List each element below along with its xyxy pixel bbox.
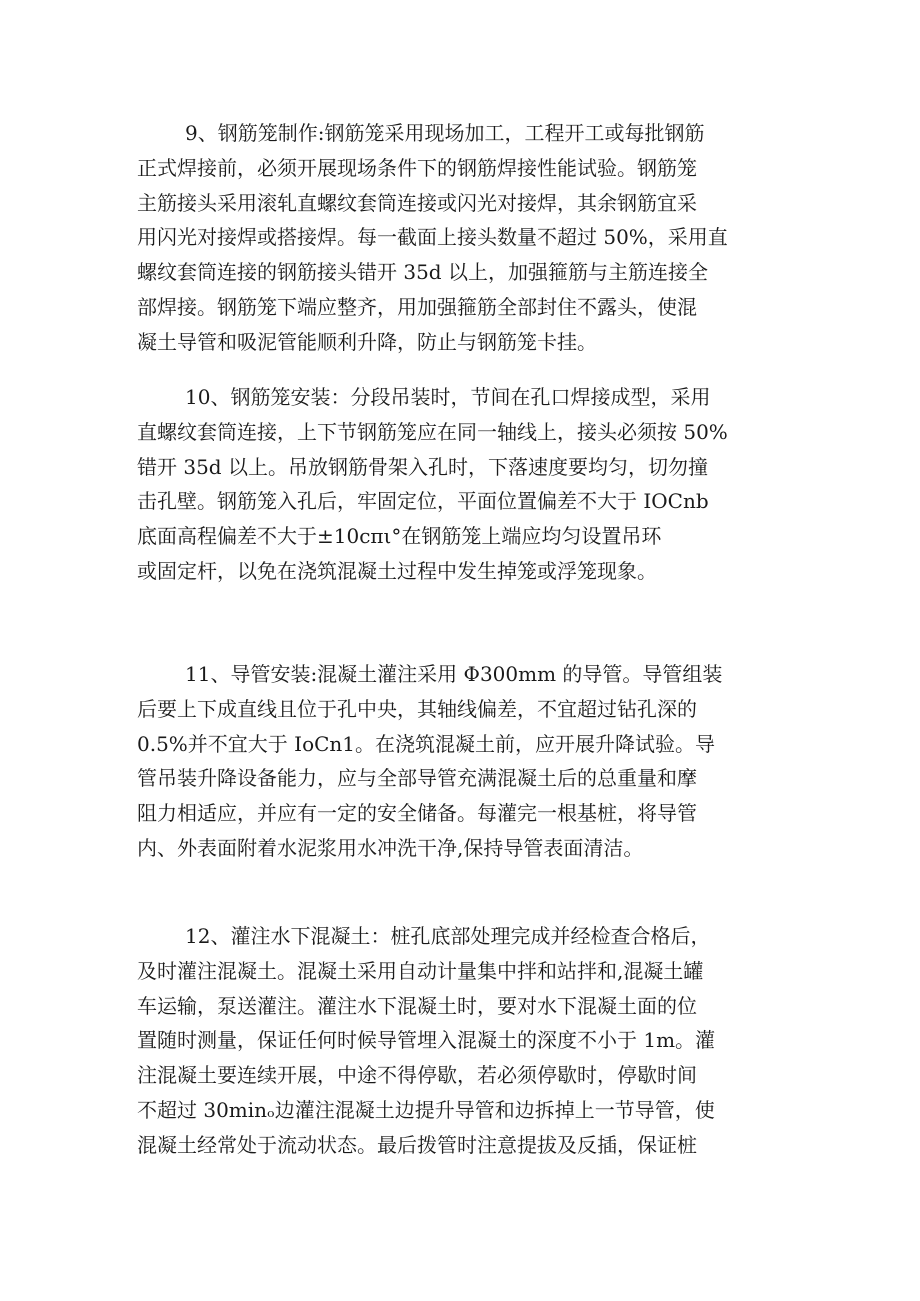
text-line: 或固定杆，以免在浇筑混凝土过程中发生掉笼或浮笼现象。 bbox=[137, 558, 657, 583]
paragraph-conduit-installation bbox=[137, 657, 797, 866]
text-line: 击孔壁。钢筋笼入孔后，牢固定位，平面位置偏差不大于 IOCnb bbox=[137, 489, 709, 514]
text-line: 混凝土经常处于流动状态。最后拨管时注意提拔及反插，保证桩 bbox=[137, 1132, 697, 1157]
text-line: 螺纹套筒连接的钢筋接头错开 35d 以上，加强箍筋与主筋连接全 bbox=[137, 260, 708, 285]
text-line: 12、灌注水下混凝土：桩孔底部处理完成并经检查合格后， bbox=[185, 924, 711, 948]
text-line: 底面高程偏差不大于±10cπι°在钢筋笼上端应均匀设置吊环 bbox=[137, 524, 662, 549]
text-line: 阻力相适应，并应有一定的安全储备。每灌完一根基桩，将导管 bbox=[137, 801, 697, 826]
text-line: 注混凝土要连续开展，中途不得停歇，若必须停歇时，停歇时间 bbox=[137, 1063, 697, 1088]
text-line: 不超过 30minₒ边灌注混凝土边提升导管和边拆掉上一节导管，使 bbox=[137, 1097, 715, 1122]
text-line: 10、钢筋笼安装：分段吊装时，节间在孔口焊接成型，采用 bbox=[185, 385, 711, 409]
text-line: 部焊接。钢筋笼下端应整齐，用加强箍筋全部封住不露头，使混 bbox=[137, 294, 697, 319]
paragraph-underwater-concrete-pouring bbox=[137, 919, 797, 1163]
text-line: 11、导管安装:混凝土灌注采用 Φ300mm 的导管。导管组装 bbox=[185, 662, 723, 686]
text-line: 后要上下成直线且位于孔中央，其轴线偏差，不宜超过钻孔深的 bbox=[137, 696, 697, 721]
text-line: 管吊装升降设备能力，应与全部导管充满混凝土后的总重量和摩 bbox=[137, 766, 697, 791]
text-line: 内、外表面附着水泥浆用水冲洗干净,保持导管表面清洁。 bbox=[137, 835, 644, 860]
text-line: 用闪光对接焊或搭接焊。每一截面上接头数量不超过 50%，采用直 bbox=[137, 225, 728, 250]
text-line: 直螺纹套筒连接，上下节钢筋笼应在同一轴线上，接头必须按 50% bbox=[137, 419, 728, 444]
text-line: 及时灌注混凝土。混凝土采用自动计量集中拌和站拌和,混凝土罐 bbox=[137, 958, 704, 983]
text-line: 0.5%并不宜大于 IoCn1。在浇筑混凝土前，应开展升降试验。导 bbox=[137, 731, 716, 756]
text-line: 9、钢筋笼制作:钢筋笼采用现场加工，工程开工或每批钢筋 bbox=[185, 121, 705, 145]
text-line: 置随时测量，保证任何时候导管埋入混凝土的深度不小于 1m。灌 bbox=[137, 1028, 716, 1053]
text-line: 正式焊接前，必须开展现场条件下的钢筋焊接性能试验。钢筋笼 bbox=[137, 155, 697, 180]
text-line: 错开 35d 以上。吊放钢筋骨架入孔时，下落速度要均匀，切勿撞 bbox=[137, 454, 708, 479]
paragraph-rebar-cage-installation bbox=[137, 380, 797, 589]
text-line: 主筋接头采用滚轧直螺纹套筒连接或闪光对接焊，其余钢筋宜采 bbox=[137, 190, 697, 215]
text-line: 车运输，泵送灌注。灌注水下混凝土时，要对水下混凝土面的位 bbox=[137, 993, 697, 1018]
paragraph-rebar-cage-fabrication bbox=[137, 116, 797, 360]
text-line: 凝土导管和吸泥管能顺利升降，防止与钢筋笼卡挂。 bbox=[137, 329, 597, 354]
